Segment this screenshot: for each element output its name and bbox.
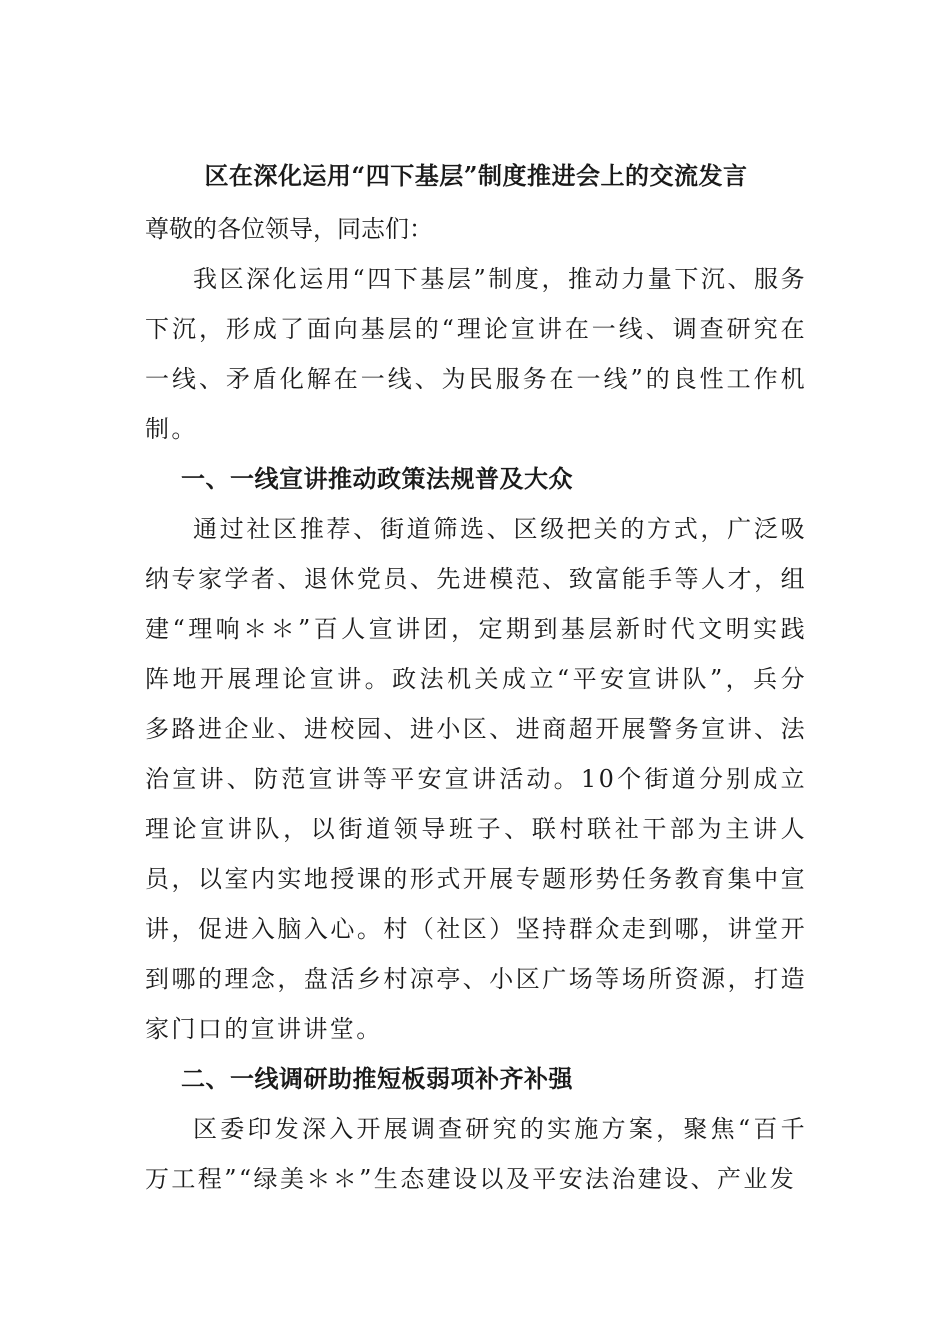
document-title: 区在深化运用“四下基层”制度推进会上的交流发言 [204, 161, 748, 190]
document-page [145, 148, 807, 1204]
intro-paragraph: 我区深化运用“四下基层”制度，推动力量下沉、服务下沉，形成了面向基层的“理论宣讲在一线、调查研究在一线、矛盾化解在一线、为民服务在一线”的良性工作机制。 [145, 265, 807, 443]
section-2-heading: 二、一线调研助推短板弱项补齐补强 [181, 1064, 573, 1093]
salutation: 尊敬的各位领导，同志们： [145, 215, 433, 243]
section-2-body: 区委印发深入开展调查研究的实施方案，聚焦“百千万工程”“绿美＊＊”生态建设以及平安法治建设、产业发 [145, 1115, 807, 1193]
section-1-body: 通过社区推荐、街道筛选、区级把关的方式，广泛吸纳专家学者、退休党员、先进模范、致富能手等人才，组建“理响＊＊”百人宣讲团，定期到基层新时代文明实践阵地开展理论宣讲。政法机关成立“平安宣讲队”，兵分多路进企业、进校园、进小区、进商超开展警务宣讲、法治宣讲、防范宣讲等平安宣讲活动。10个街道分别成立理论宣讲队，以街道领导班子、联村联社干部为主讲人员，以室内实地授课的形式开展专题形势任务教育集中宣讲，促进入脑入心。村（社区）坚持群众走到哪，讲堂开到哪的理念，盘活乡村凉亭、小区广场等场所资源，打造家门口的宣讲讲堂。 [145, 515, 807, 1043]
section-1-heading: 一、一线宣讲推动政策法规普及大众 [181, 464, 573, 493]
